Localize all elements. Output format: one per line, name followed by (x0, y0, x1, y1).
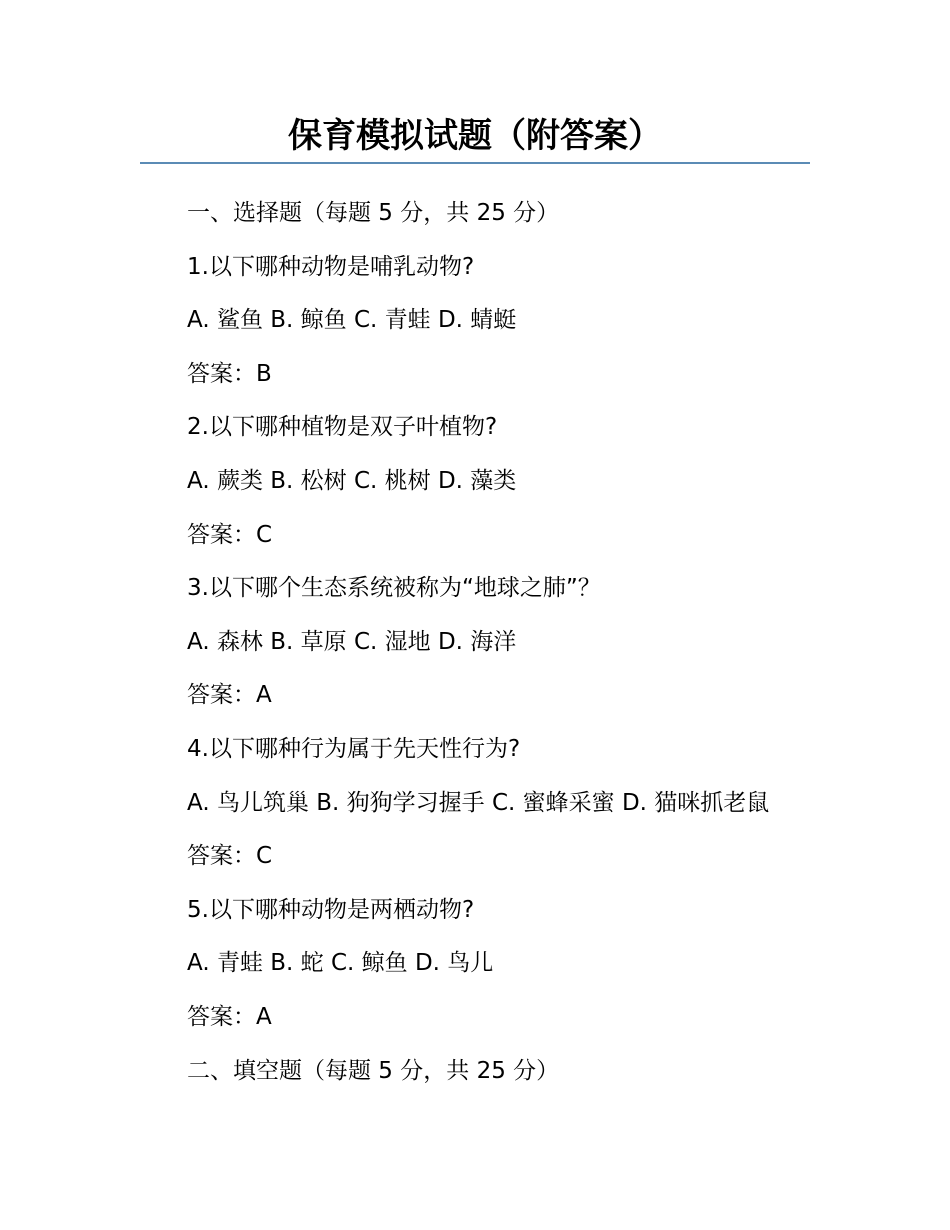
options-3: A. 森林 B. 草原 C. 湿地 D. 海洋 (187, 628, 517, 655)
question-1: 1.以下哪种动物是哺乳动物? (187, 253, 475, 280)
answer-2: 答案：C (187, 521, 273, 548)
question-3: 3.以下哪个生态系统被称为“地球之肺”？ (187, 575, 601, 602)
options-2: A. 蕨类 B. 松树 C. 桃树 D. 藻类 (187, 467, 517, 494)
options-1: A. 鲨鱼 B. 鲸鱼 C. 青蛙 D. 蜻蜓 (187, 307, 517, 334)
question-5: 5.以下哪种动物是两栖动物? (187, 896, 475, 923)
page-title: 保育模拟试题（附答案） (288, 116, 662, 156)
question-2: 2.以下哪种植物是双子叶植物? (187, 414, 498, 441)
question-4: 4.以下哪种行为属于先天性行为? (187, 735, 521, 762)
document-body (187, 187, 827, 1098)
options-5: A. 青蛙 B. 蛇 C. 鲸鱼 D. 鸟儿 (187, 950, 494, 977)
section-heading-choice: 一、选择题（每题 5 分，共 25 分） (187, 200, 560, 226)
title-underline (140, 162, 810, 164)
answer-1: 答案：B (187, 360, 272, 387)
options-4: A. 鸟儿筑巢 B. 狗狗学习握手 C. 蜜蜂采蜜 D. 猫咪抓老鼠 (187, 789, 770, 816)
answer-4: 答案：C (187, 843, 273, 870)
section-heading-fill-blank: 二、填空题（每题 5 分，共 25 分） (187, 1057, 560, 1084)
answer-3: 答案：A (187, 682, 272, 709)
answer-5: 答案：A (187, 1003, 272, 1030)
